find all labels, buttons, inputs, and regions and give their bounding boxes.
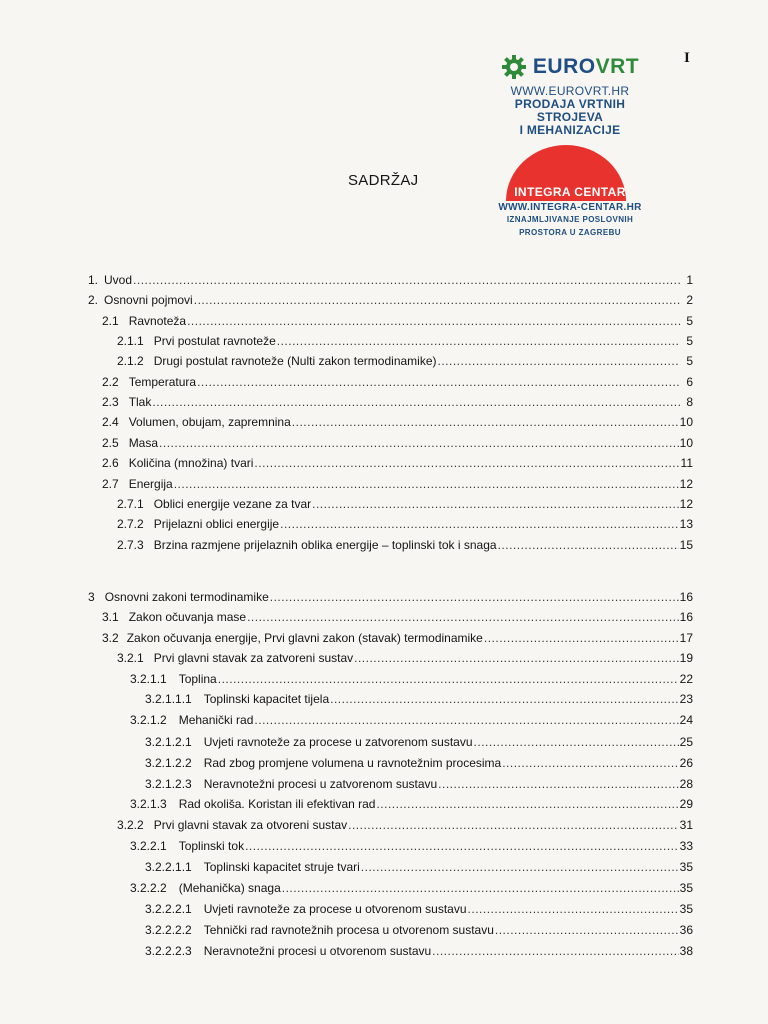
toc-entry-title: Osnovni pojmovi (104, 293, 193, 307)
dot-leader (218, 672, 679, 686)
toc-entry-title: Uvjeti ravnoteže za procese u otvorenom sustavu (203, 902, 467, 916)
toc-entry[interactable] (88, 590, 693, 604)
toc-entry-title: Toplina (178, 672, 217, 686)
integra-tagline-2: PROSTORA U ZAGREBU (519, 228, 621, 237)
page-number: I (684, 50, 690, 66)
toc-entry-number: 2.7.2 (117, 517, 144, 531)
toc-entry-title: (Mehanička) snaga (178, 881, 281, 895)
toc-entry-page: 23 (679, 692, 693, 706)
dot-leader (133, 273, 680, 287)
dot-leader (438, 354, 681, 368)
toc-entry-title: Osnovni zakoni termodinamike (104, 590, 269, 604)
toc-entry[interactable] (102, 456, 693, 470)
toc-entry[interactable] (145, 692, 693, 706)
dot-leader (330, 692, 679, 706)
toc-entry-number: 3.2.1.2.1 (145, 735, 192, 749)
dot-leader (354, 651, 679, 665)
toc-entry-title: Zakon očuvanja energije, Prvi glavni zakon (stavak) termodinamike (126, 631, 483, 645)
toc-entry-page: 2 (686, 293, 693, 307)
toc-entry-page: 12 (679, 477, 693, 491)
toc-entry-page: 31 (679, 818, 693, 832)
dot-leader (280, 517, 679, 531)
toc-entry-page: 36 (679, 923, 693, 937)
toc-entry[interactable] (117, 538, 693, 552)
toc-entry-title: Prijelazni oblici energije (153, 517, 280, 531)
dot-leader (245, 839, 679, 853)
toc-entry-page: 38 (679, 944, 693, 958)
toc-entry[interactable] (117, 354, 693, 368)
toc-entry-title: Tlak (128, 395, 152, 409)
toc-entry-title: Rad zbog promjene volumena u ravnotežnim procesima (203, 756, 502, 770)
toc-entry[interactable] (102, 395, 693, 409)
brand-tagline-3: I MEHANIZACIJE (519, 123, 621, 137)
toc-entry-page: 25 (679, 735, 693, 749)
toc-entry-number: 3 (88, 590, 95, 604)
dot-leader (498, 538, 679, 552)
toc-entry-number: 3.2.2 (117, 818, 144, 832)
toc-entry-number: 3.2.1.1.1 (145, 692, 192, 706)
dot-leader (270, 590, 679, 604)
toc-entry[interactable] (102, 436, 693, 450)
brand-tagline-2: STROJEVA (536, 110, 604, 124)
toc-entry-number: 2.5 (102, 436, 119, 450)
toc-entry-page: 11 (680, 456, 693, 470)
toc-entry[interactable] (145, 756, 693, 770)
toc-entry-number: 2.7.1 (117, 497, 144, 511)
toc-entry[interactable] (102, 631, 693, 645)
toc-entry-title: Količina (množina) tvari (128, 456, 254, 470)
toc-entry-title: Toplinski kapacitet tijela (203, 692, 330, 706)
toc-entry-page: 5 (686, 354, 693, 368)
toc-entry-number: 2.7 (102, 477, 119, 491)
toc-entry-page: 16 (679, 610, 693, 624)
toc-entry-number: 2.2 (102, 375, 119, 389)
dot-leader (376, 797, 678, 811)
toc-entry-page: 16 (679, 590, 693, 604)
toc-entry[interactable] (145, 777, 693, 791)
integra-logo (480, 145, 660, 201)
toc-entry-title: Masa (128, 436, 159, 450)
dot-leader (502, 756, 678, 770)
toc-entry-page: 19 (679, 651, 693, 665)
toc-entry-number: 3.2.1.1 (130, 672, 167, 686)
toc-entry-number: 3.2.2.1 (130, 839, 167, 853)
toc-entry[interactable] (130, 672, 693, 686)
toc-entry-page: 17 (679, 631, 693, 645)
toc-entry-number: 3.2.1 (117, 651, 144, 665)
toc-entry-title: Oblici energije vezane za tvar (153, 497, 312, 511)
toc-entry[interactable] (117, 517, 693, 531)
toc-entry-page: 1 (686, 273, 693, 287)
toc-entry[interactable] (130, 713, 693, 727)
toc-entry-title: Uvjeti ravnoteže za procese u zatvorenom sustavu (203, 735, 473, 749)
dot-leader (282, 881, 679, 895)
toc-entry-title: Prvi glavni stavak za zatvoreni sustav (153, 651, 354, 665)
toc-entry[interactable] (117, 334, 693, 348)
dot-leader (432, 944, 678, 958)
toc-entry-page: 26 (679, 756, 693, 770)
toc-entry-number: 3.2 (102, 631, 119, 645)
toc-entry-number: 3.1 (102, 610, 119, 624)
toc-entry-title: Brzina razmjene prijelaznih oblika energije – toplinski tok i snaga (153, 538, 497, 552)
toc-entry-number: 2.1.2 (117, 354, 144, 368)
toc-entry-page: 33 (679, 839, 693, 853)
toc-entry[interactable] (88, 273, 693, 287)
dot-leader (312, 497, 679, 511)
toc-entry-title: Energija (128, 477, 173, 491)
toc-entry-page: 5 (686, 334, 693, 348)
toc-entry-title: Temperatura (128, 375, 197, 389)
toc-entry[interactable] (102, 375, 693, 389)
dot-leader (292, 415, 679, 429)
page-title: SADRŽAJ (348, 172, 419, 189)
brand-suffix: VRT (595, 55, 640, 78)
dot-leader (187, 314, 680, 328)
toc-entry[interactable] (88, 293, 693, 307)
toc-entry[interactable] (117, 651, 693, 665)
gear-icon (501, 54, 527, 80)
toc-entry-page: 35 (679, 860, 693, 874)
dot-leader (474, 735, 679, 749)
toc-entry-title: Neravnotežni procesi u zatvorenom sustavu (203, 777, 438, 791)
toc-entry-number: 2.4 (102, 415, 119, 429)
toc-entry-title: Toplinski tok (178, 839, 245, 853)
toc-entry[interactable] (102, 610, 693, 624)
toc-entry-title: Drugi postulat ravnoteže (Nulti zakon termodinamike) (153, 354, 437, 368)
toc-entry-page: 22 (679, 672, 693, 686)
toc-entry-page: 24 (679, 713, 693, 727)
toc-entry-title: Zakon očuvanja mase (128, 610, 247, 624)
toc-entry-page: 6 (686, 375, 693, 389)
toc-entry-title: Tehnički rad ravnotežnih procesa u otvorenom sustavu (203, 923, 494, 937)
toc-entry-number: 3.2.1.3 (130, 797, 167, 811)
toc-entry-number: 2.6 (102, 456, 119, 470)
integra-tagline-1: IZNAJMLJIVANJE POSLOVNIH (506, 215, 634, 224)
toc-entry[interactable] (145, 735, 693, 749)
brand-url: WWW.EUROVRT.HR (510, 84, 630, 98)
toc-entry-title: Toplinski kapacitet struje tvari (203, 860, 360, 874)
dot-leader (348, 818, 679, 832)
toc-entry-page: 8 (686, 395, 693, 409)
dot-leader (468, 902, 679, 916)
toc-entry-title: Mehanički rad (178, 713, 254, 727)
toc-entry-page: 10 (679, 415, 693, 429)
dot-leader (254, 456, 679, 470)
toc-entry[interactable] (145, 923, 693, 937)
brand-tagline-1: PRODAJA VRTNIH (514, 97, 626, 111)
toc-entry[interactable] (130, 797, 693, 811)
integra-url: WWW.INTEGRA-CENTAR.HR (498, 202, 642, 213)
dot-leader (361, 860, 679, 874)
toc-entry-number: 2.7.3 (117, 538, 144, 552)
toc-entry-page: 35 (679, 902, 693, 916)
eurovrt-logo (480, 52, 660, 82)
toc-entry-page: 12 (679, 497, 693, 511)
toc-entry-page: 15 (679, 538, 693, 552)
dot-leader (254, 713, 678, 727)
toc-entry-title: Rad okoliša. Koristan ili efektivan rad (178, 797, 376, 811)
toc-entry[interactable] (102, 415, 693, 429)
toc-entry-number: 2. (88, 293, 99, 307)
toc-entry-number: 3.2.2.2.2 (145, 923, 192, 937)
dot-leader (484, 631, 679, 645)
toc-entry-page: 13 (679, 517, 693, 531)
toc-entry-number: 3.2.1.2.3 (145, 777, 192, 791)
toc-entry-title: Volumen, obujam, zapremnina (128, 415, 291, 429)
toc-entry-title: Prvi glavni stavak za otvoreni sustav (153, 818, 348, 832)
dot-leader (247, 610, 679, 624)
dot-leader (438, 777, 678, 791)
toc-entry-number: 3.2.1.2.2 (145, 756, 192, 770)
toc-entry[interactable] (145, 944, 693, 958)
toc-entry[interactable] (145, 902, 693, 916)
toc-entry[interactable] (102, 314, 693, 328)
toc-entry-number: 2.3 (102, 395, 119, 409)
dot-leader (152, 395, 680, 409)
toc-entry-page: 35 (679, 881, 693, 895)
toc-entry[interactable] (130, 881, 693, 895)
dot-leader (197, 375, 680, 389)
dot-leader (194, 293, 680, 307)
toc-entry-number: 3.2.2.1.1 (145, 860, 192, 874)
brand-prefix: EURO (532, 55, 596, 78)
toc-entry-title: Neravnotežni procesi u otvorenom sustavu (203, 944, 432, 958)
toc-entry[interactable] (102, 477, 693, 491)
toc-entry[interactable] (130, 839, 693, 853)
dot-leader (159, 436, 679, 450)
toc-entry[interactable] (145, 860, 693, 874)
dot-leader (277, 334, 680, 348)
toc-entry-page: 29 (679, 797, 693, 811)
dot-leader (495, 923, 679, 937)
toc-entry-number: 3.2.2.2.3 (145, 944, 192, 958)
toc-entry-number: 2.1.1 (117, 334, 144, 348)
toc-entry-number: 2.1 (102, 314, 119, 328)
toc-entry-page: 10 (679, 436, 693, 450)
toc-entry-page: 28 (679, 777, 693, 791)
dot-leader (174, 477, 679, 491)
toc-entry-number: 3.2.1.2 (130, 713, 167, 727)
toc-entry[interactable] (117, 818, 693, 832)
brand-name (533, 55, 639, 79)
toc-entry-title: Uvod (104, 273, 133, 287)
advertisement-stamp (480, 52, 660, 239)
toc-entry-number: 3.2.2.2 (130, 881, 167, 895)
toc-entry-number: 3.2.2.2.1 (145, 902, 192, 916)
integra-label: INTEGRA CENTAR (514, 185, 626, 199)
toc-entry-title: Prvi postulat ravnoteže (153, 334, 276, 348)
toc-entry-number: 1. (88, 273, 99, 287)
toc-entry-title: Ravnoteža (128, 314, 187, 328)
toc-entry-page: 5 (686, 314, 693, 328)
toc-entry[interactable] (117, 497, 693, 511)
